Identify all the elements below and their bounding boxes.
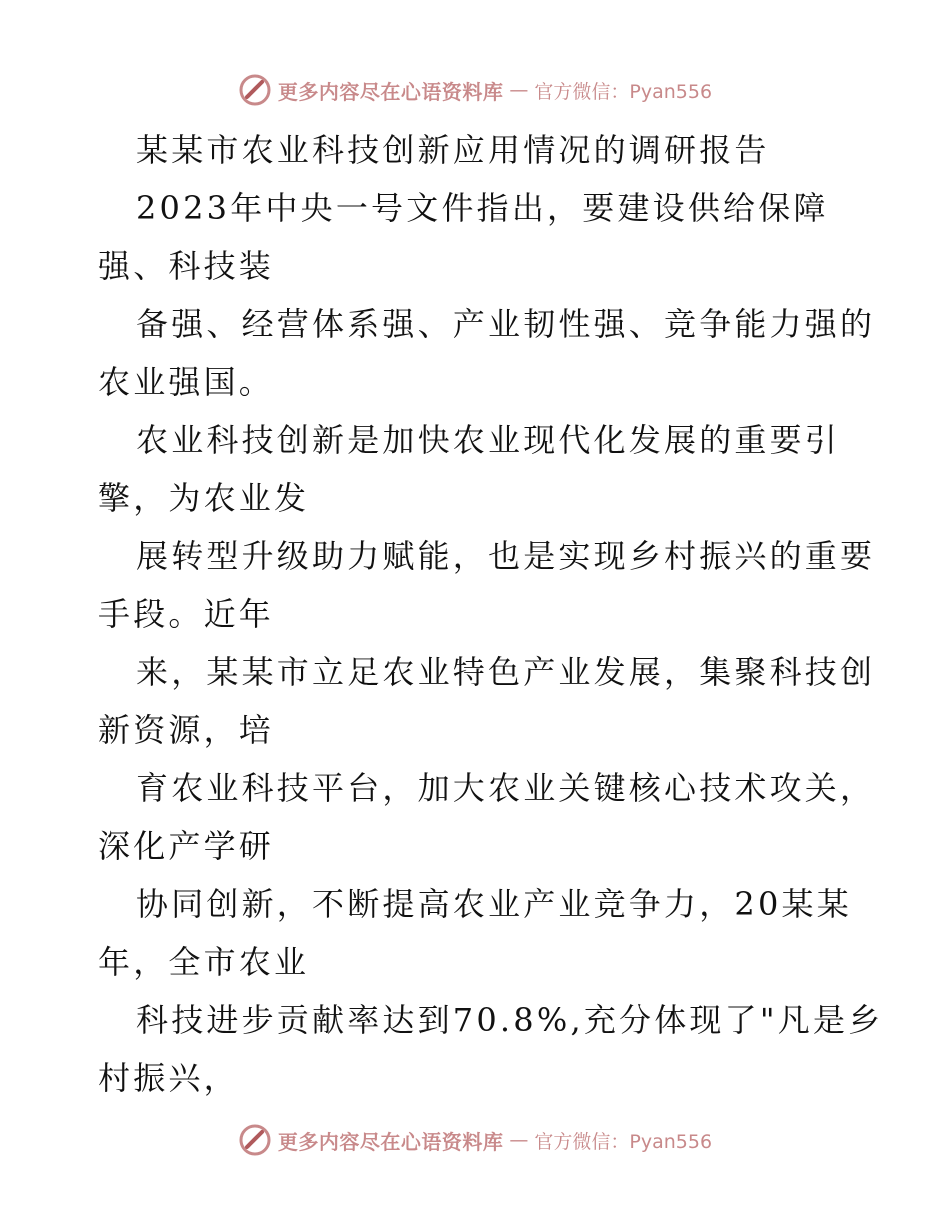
paragraph-line: 育农业科技平台，加大农业关键核心技术攻关， (136, 769, 876, 807)
brush-logo-icon (238, 1123, 272, 1157)
paragraph-line: 协同创新，不断提高农业产业竞争力，20某某 (136, 885, 852, 923)
footer-watermark-banner (0, 1120, 950, 1160)
brush-logo-icon (238, 73, 272, 107)
paragraph-line: 强、科技装 (98, 247, 275, 285)
paragraph-line: 2023年中央一号文件指出，要建设供给保障 (136, 189, 829, 227)
paragraph-line: 深化产学研 (98, 827, 275, 865)
paragraph-line: 农业科技创新是加快农业现代化发展的重要引 (136, 421, 841, 459)
paragraph-line: 新资源，培 (98, 711, 275, 749)
paragraph-line: 擎，为农业发 (98, 479, 310, 517)
paragraph-line: 展转型升级助力赋能，也是实现乡村振兴的重要 (136, 537, 876, 575)
header-watermark-banner (0, 70, 950, 110)
paragraph-line: 来，某某市立足农业特色产业发展，集聚科技创 (136, 653, 876, 691)
banner-contact: 官方微信：Pyan556 (534, 1130, 713, 1153)
paragraph-line: 农业强国。 (98, 363, 275, 401)
banner-text: 更多内容尽在心语资料库 (277, 79, 504, 104)
banner-contact: 官方微信：Pyan556 (534, 80, 713, 103)
paragraph-line: 村振兴， (98, 1059, 239, 1097)
paragraph-line: 年，全市农业 (98, 943, 310, 981)
banner-dash: — (509, 1129, 529, 1151)
banner-dash: — (509, 79, 529, 101)
paragraph-line: 备强、经营体系强、产业韧性强、竞争能力强的 (136, 305, 876, 343)
paragraph-line: 手段。近年 (98, 595, 275, 633)
document-title: 某某市农业科技创新应用情况的调研报告 (136, 131, 770, 169)
banner-text: 更多内容尽在心语资料库 (277, 1129, 504, 1154)
paragraph-line: 科技进步贡献率达到70.8%,充分体现了"凡是乡 (136, 1001, 884, 1039)
